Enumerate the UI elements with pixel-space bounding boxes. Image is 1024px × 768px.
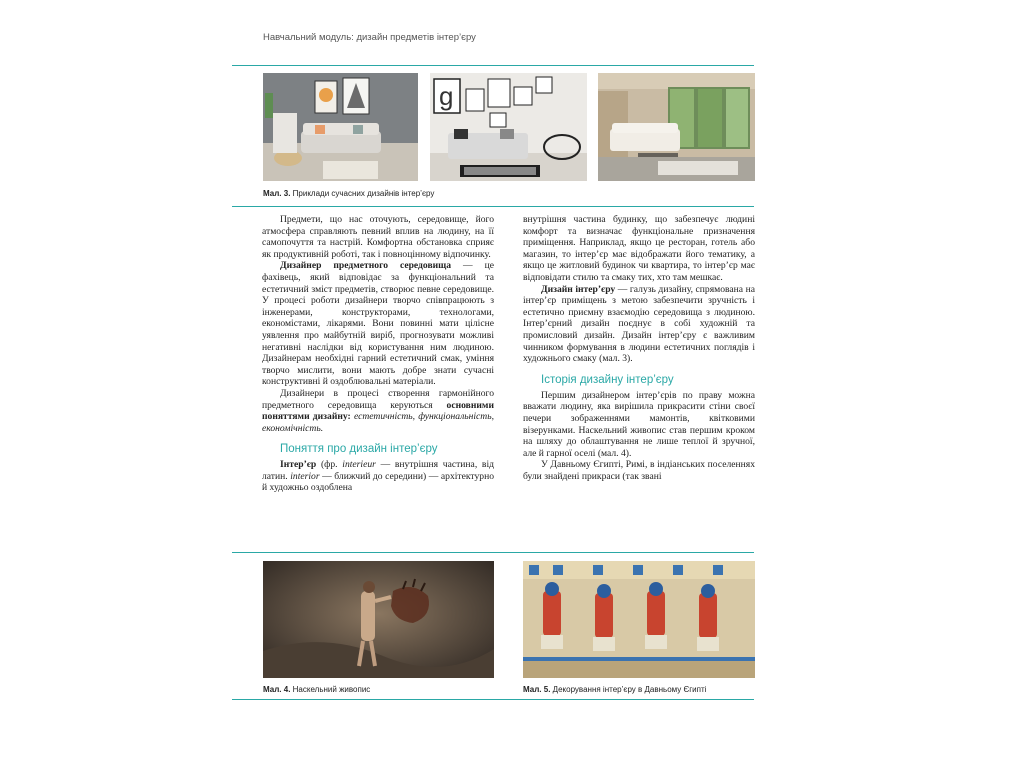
paragraph: Першим дизайнером інтер’єрів по праву можна вважати людину, яка вирішила прикрасити стіни своєї печери зображеннями мамонтів, квітковими візерунками. Наскельний живопис став першим кроком на шляху до облаштування не лише теплої й зручної, але й гарної оселі (мал. 4). [523, 389, 755, 459]
paragraph: Інтер’єр (фр. interieur — внутрішня частина, від латин. interior — ближчий до середини) — архітектурно й художньо оздоблена [262, 459, 495, 494]
svg-text:g: g [439, 81, 454, 111]
figure-5-caption: Мал. 5. Декорування інтер’єру в Давньому Єгипті [523, 685, 707, 694]
paragraph: Дизайн інтер’єру — галузь дизайну, спрямована на інтер’єр приміщень з метою забезпечити зручність і естетично приємну взаємодію середовища з людиною. Інтер’єрний дизайн поєднує в собі художній та промисловий дизайн. Дизайн інтер’єру є важливим чинником формування в людини естетичних поглядів і художнього смаку (мал. 3). [523, 283, 755, 365]
section-heading-interior-concept: Поняття про дизайн інтер’єру [280, 443, 438, 456]
left-text-column [262, 214, 494, 494]
paragraph: Дизайнери в процесі створення гармонійного предметного середовища керуються основними поняттями дизайну: естетичність, функціональність, економічність. [262, 387, 494, 434]
paragraph: внутрішня частина будинку, що забезпечує людині комфорт та визначає функціональне призначення приміщення. Наприклад, якщо це ресторан, готель або магазин, то інтер’єр має відображати його тематику, а якщо це житловий будинок чи квартира, то інтер’єр має відповідати стилю та смаку тих, хто там мешкає. [523, 214, 755, 283]
paragraph: Предмети, що нас оточують, середовище, його атмосфера справляють певний вплив на людину, на її самопочуття та настрій. Комфортна обстановка сприяє як продуктивній роботі, так і повноцінному відпочинку. [262, 214, 494, 260]
bottom-rule [232, 699, 754, 700]
running-header: Навчальний модуль: дизайн предметів інтер’єру [263, 32, 476, 43]
paragraph: Дизайнер предметного середовища — це фахівець, який відповідає за функціональний та естетичний зміст предметів, створює певне середовище. У процесі роботи дизайнери творчо співпрацюють з інженерами, конструкторами, технологами, економістами, лікарями. Вони повинні мати цілісне уявлення про майбутній виріб, прогнозувати можливі негативні наслідки від користування ним людиною. Дизайнерам необхідні гарний естетичний смак, уміння творчо мислити, вони мають добре знати сучасні конструктивні й оздоблювальні матеріали. [262, 260, 494, 388]
top-rule [232, 65, 754, 66]
figures-top-rule [232, 552, 754, 553]
figure-3-caption: Мал. 3. Приклади сучасних дизайнів інтер’єру [263, 189, 435, 198]
bright-lounge-with-windows-photo [598, 73, 755, 181]
figure-4-caption: Мал. 4. Наскельний живопис [263, 685, 371, 694]
egyptian-wall-painting-photo [523, 561, 755, 678]
right-text-column [523, 214, 755, 482]
scandinavian-living-room-photo [263, 73, 418, 181]
gallery-wall-living-room-photo [430, 73, 587, 181]
section-heading-interior-history: Історія дизайну інтер’єру [541, 373, 674, 386]
paragraph: У Давньому Єгипті, Римі, в індіанських поселеннях були знайдені прикраси (так звані [523, 459, 755, 482]
figure-3-bottom-rule [232, 206, 754, 207]
cave-painting-photo [263, 561, 494, 678]
